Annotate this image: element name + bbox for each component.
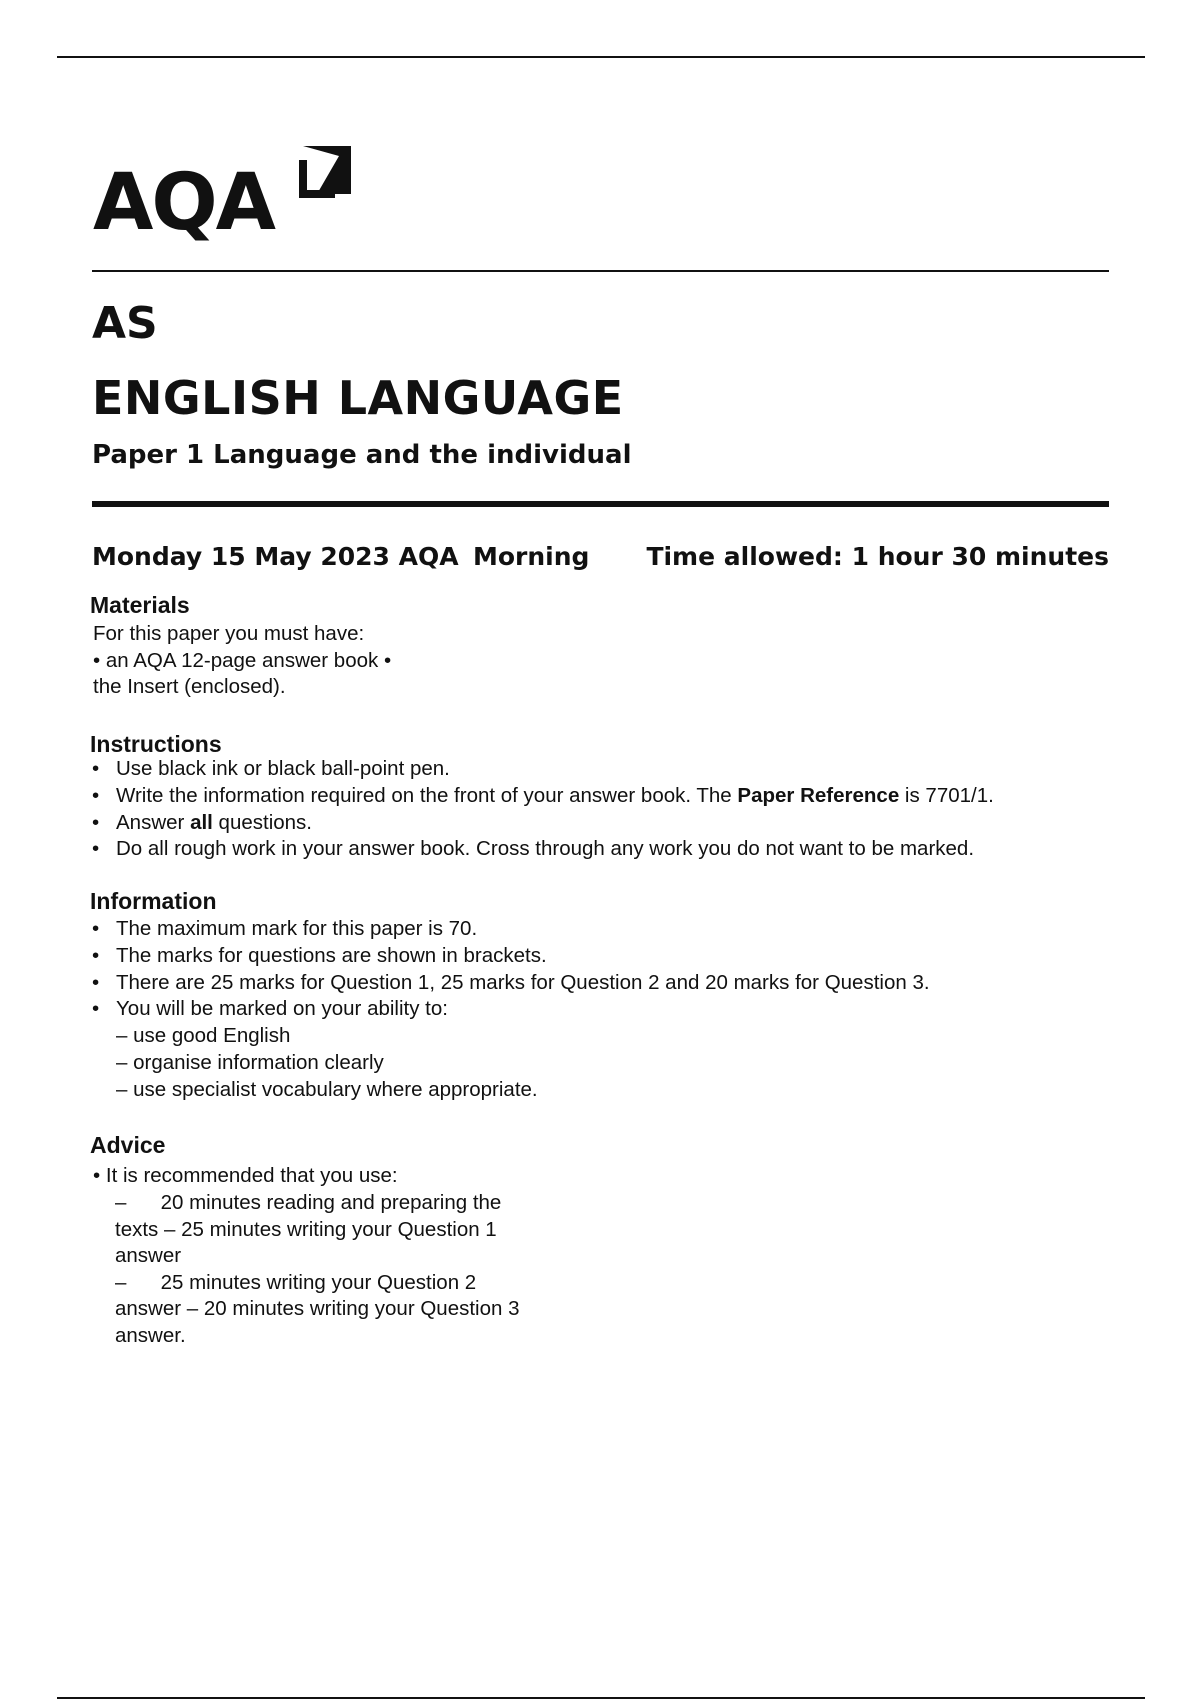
top-border-line [57,56,1145,58]
list-item: • You will be marked on your ability to: [92,997,448,1021]
materials-line: For this paper you must have: [93,622,365,645]
advice-intro: • It is recommended that you use: [93,1164,398,1187]
advice-lines [115,1190,575,1349]
advice-line: answer. [115,1323,186,1347]
instructions-heading: Instructions [90,731,222,757]
materials-line: • an AQA 12-page answer book • [93,648,392,672]
instructions-list [90,756,994,863]
thick-divider [92,501,1109,507]
list-item: • There are 25 marks for Question 1, 25 marks for Question 2 and 20 marks for Question 3. [92,970,930,994]
advice-line: – 20 minutes reading and preparing the [115,1191,502,1214]
list-item: • Write the information required on the front of your answer book. The Paper Reference is 7701/1. [92,783,994,807]
advice-line: – 25 minutes writing your Question 2 [115,1270,477,1294]
list-item: • Answer all questions. [92,810,313,834]
sub-list-item: – use good English [116,1024,291,1048]
aqa-logo [93,146,363,248]
logo-mark-icon [299,146,351,204]
materials-body [93,621,453,701]
list-item: • Use black ink or black ball-point pen. [92,757,450,780]
exam-date: Monday 15 May 2023 AQA [92,542,459,571]
advice-line: answer [115,1244,182,1267]
materials-heading: Materials [90,592,190,618]
list-item: • The maximum mark for this paper is 70. [92,917,478,940]
sub-list-item: – organise information clearly [116,1050,384,1074]
subject-title: ENGLISH LANGUAGE [92,371,624,425]
materials-line: the Insert (enclosed). [93,675,286,698]
header-divider [92,270,1109,272]
information-heading: Information [90,888,217,914]
information-list [90,916,930,1104]
list-item: • The marks for questions are shown in brackets. [92,943,547,967]
advice-line: texts – 25 minutes writing your Question 1 [115,1217,497,1241]
advice-heading: Advice [90,1132,166,1158]
exam-session: Morning [473,542,590,571]
advice-line: answer – 20 minutes writing your Question 3 [115,1297,520,1320]
logo-text: AQA [93,158,275,248]
exam-meta-row [92,537,1109,577]
sub-list-item: – use specialist vocabulary where appropriate. [116,1077,538,1101]
paper-title: Paper 1 Language and the individual [92,440,632,470]
bottom-border-line [57,1697,1145,1699]
qualification-level: AS [92,298,158,349]
list-item: • Do all rough work in your answer book. Cross through any work you do not want to be marked. [92,837,975,861]
time-allowed: Time allowed: 1 hour 30 minutes [646,542,1109,571]
